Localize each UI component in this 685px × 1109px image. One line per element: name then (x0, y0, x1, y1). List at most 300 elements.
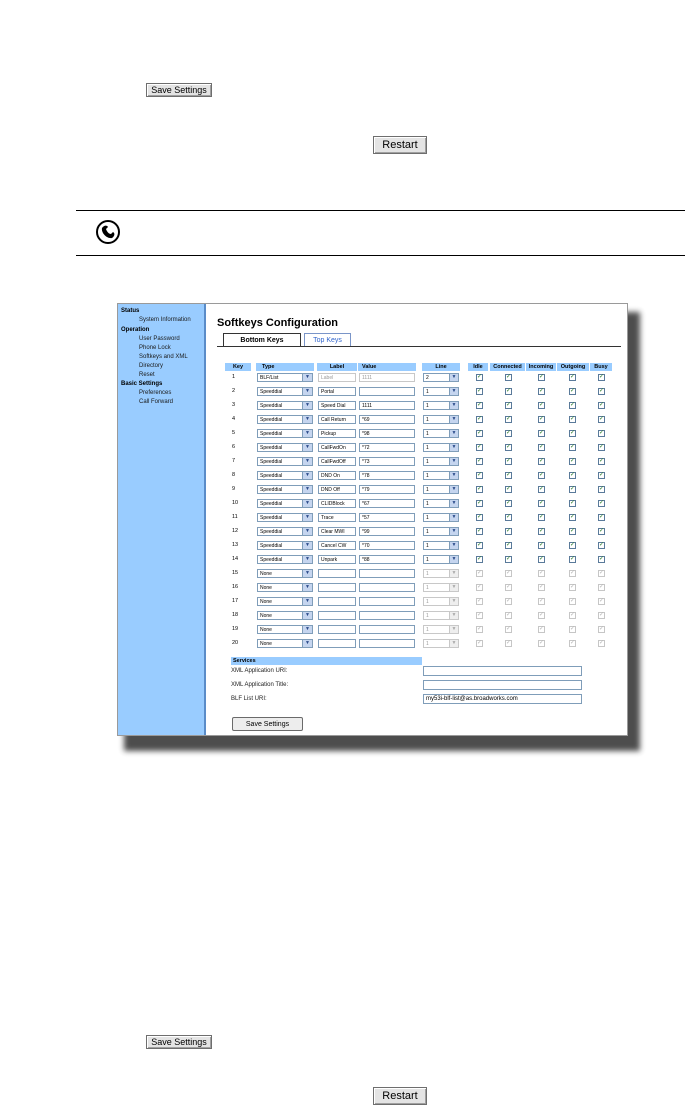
line-select[interactable] (423, 527, 459, 536)
value-input[interactable] (359, 597, 415, 606)
col-header-outgoing: Outgoing (557, 363, 589, 371)
type-select[interactable] (257, 611, 313, 620)
xml-application-uri-input[interactable] (423, 666, 582, 676)
type-select[interactable] (257, 583, 313, 592)
line-select-value: 1 (426, 459, 429, 465)
label-input[interactable] (318, 597, 356, 606)
line-select-value: 1 (426, 613, 429, 619)
chevron-down-icon: ▼ (302, 402, 312, 409)
key-number: 19 (232, 626, 239, 632)
key-number: 7 (232, 458, 236, 464)
label-input[interactable]: DND On (318, 471, 356, 480)
table-row (206, 498, 627, 510)
line-select[interactable] (423, 583, 459, 592)
nav-item-reset[interactable]: Reset (139, 372, 155, 378)
nav-item-system-information[interactable]: System Information (139, 317, 191, 323)
type-select-value: Speeddial (260, 431, 283, 437)
col-header-idle: Idle (468, 363, 488, 371)
label-input[interactable] (318, 583, 356, 592)
value-input[interactable]: 1111 (359, 373, 415, 382)
line-select-value: 1 (426, 543, 429, 549)
outgoing-checkbox[interactable]: ✓ (570, 444, 576, 450)
type-select[interactable] (257, 387, 313, 396)
incoming-checkbox[interactable]: ✓ (539, 584, 545, 590)
outgoing-checkbox[interactable]: ✓ (570, 626, 576, 632)
xml-application-title-label: XML Application Title: (231, 682, 289, 688)
incoming-checkbox[interactable]: ✓ (539, 374, 545, 380)
line-select[interactable] (423, 401, 459, 410)
type-select-value: Speeddial (260, 529, 283, 535)
services-heading: Services (231, 657, 422, 665)
line-select-value: 1 (426, 389, 429, 395)
table-row (206, 470, 627, 482)
nav-item-phone-lock[interactable]: Phone Lock (139, 345, 171, 351)
line-select[interactable] (423, 429, 459, 438)
key-number: 11 (232, 514, 238, 520)
type-select-value: Speeddial (260, 557, 283, 563)
line-select-value: 1 (426, 515, 429, 521)
chevron-down-icon: ▼ (302, 514, 312, 521)
chevron-down-icon: ▼ (449, 584, 458, 591)
incoming-checkbox[interactable]: ✓ (539, 430, 545, 436)
chevron-down-icon: ▼ (449, 556, 458, 563)
chevron-down-icon: ▼ (302, 472, 312, 479)
incoming-checkbox[interactable]: ✓ (539, 388, 545, 394)
tab-bottom-keys[interactable]: Bottom Keys (223, 333, 301, 346)
table-row (206, 512, 627, 524)
outgoing-checkbox[interactable]: ✓ (570, 486, 576, 492)
chevron-down-icon: ▼ (302, 416, 312, 423)
connected-checkbox[interactable]: ✓ (506, 584, 512, 590)
value-input[interactable] (359, 639, 415, 648)
chevron-down-icon: ▼ (302, 388, 312, 395)
type-select[interactable] (257, 639, 313, 648)
connected-checkbox[interactable]: ✓ (506, 430, 512, 436)
key-number: 3 (232, 402, 236, 408)
col-header-value: Value (358, 363, 416, 371)
outgoing-checkbox[interactable]: ✓ (570, 500, 576, 506)
busy-checkbox[interactable]: ✓ (599, 570, 605, 576)
value-input[interactable] (359, 569, 415, 578)
nav-sidebar (118, 304, 206, 735)
busy-checkbox[interactable]: ✓ (599, 598, 605, 604)
idle-checkbox[interactable]: ✓ (477, 402, 483, 408)
busy-checkbox[interactable]: ✓ (599, 500, 605, 506)
table-row (206, 568, 627, 580)
busy-checkbox[interactable]: ✓ (599, 472, 605, 478)
line-select[interactable] (423, 569, 459, 578)
busy-checkbox[interactable]: ✓ (599, 626, 605, 632)
type-select[interactable] (257, 527, 313, 536)
table-row (206, 428, 627, 440)
busy-checkbox[interactable]: ✓ (599, 556, 605, 562)
outgoing-checkbox[interactable]: ✓ (570, 528, 576, 534)
line-select-value: 1 (426, 585, 429, 591)
line-select-value: 1 (426, 445, 429, 451)
connected-checkbox[interactable]: ✓ (506, 374, 512, 380)
incoming-checkbox[interactable]: ✓ (539, 542, 545, 548)
line-select[interactable] (423, 499, 459, 508)
type-select[interactable] (257, 429, 313, 438)
idle-checkbox[interactable]: ✓ (477, 640, 483, 646)
value-input[interactable]: *70 (359, 541, 415, 550)
chevron-down-icon: ▼ (302, 556, 312, 563)
connected-checkbox[interactable]: ✓ (506, 500, 512, 506)
chevron-down-icon: ▼ (449, 626, 458, 633)
idle-checkbox[interactable]: ✓ (477, 514, 483, 520)
type-select[interactable] (257, 415, 313, 424)
type-select-value: None (260, 641, 272, 647)
key-number: 20 (232, 640, 239, 646)
connected-checkbox[interactable]: ✓ (506, 570, 512, 576)
connected-checkbox[interactable]: ✓ (506, 542, 512, 548)
col-header-line: Line (422, 363, 460, 371)
outgoing-checkbox[interactable]: ✓ (570, 598, 576, 604)
connected-checkbox[interactable]: ✓ (506, 388, 512, 394)
softkeys-screenshot (117, 303, 628, 736)
idle-checkbox[interactable]: ✓ (477, 598, 483, 604)
idle-checkbox[interactable]: ✓ (477, 584, 483, 590)
idle-checkbox[interactable]: ✓ (477, 416, 483, 422)
chevron-down-icon: ▼ (449, 472, 458, 479)
note-top-rule (76, 210, 685, 211)
idle-checkbox[interactable]: ✓ (477, 444, 483, 450)
busy-checkbox[interactable]: ✓ (599, 584, 605, 590)
idle-checkbox[interactable]: ✓ (477, 388, 483, 394)
chevron-down-icon: ▼ (449, 430, 458, 437)
label-input[interactable]: DND Off (318, 485, 356, 494)
type-select[interactable] (257, 373, 313, 382)
busy-checkbox[interactable]: ✓ (599, 444, 605, 450)
type-select[interactable] (257, 499, 313, 508)
busy-checkbox[interactable]: ✓ (599, 640, 605, 646)
main-panel (206, 304, 627, 735)
outgoing-checkbox[interactable]: ✓ (570, 570, 576, 576)
incoming-checkbox[interactable]: ✓ (539, 444, 545, 450)
busy-checkbox[interactable]: ✓ (599, 374, 605, 380)
chevron-down-icon: ▼ (449, 528, 458, 535)
xml-application-title-input[interactable] (423, 680, 582, 690)
value-input[interactable] (359, 387, 415, 396)
key-number: 17 (232, 598, 239, 604)
line-select[interactable] (423, 415, 459, 424)
connected-checkbox[interactable]: ✓ (506, 640, 512, 646)
connected-checkbox[interactable]: ✓ (506, 612, 512, 618)
incoming-checkbox[interactable]: ✓ (539, 528, 545, 534)
type-select-value: None (260, 627, 272, 633)
save-settings-button-bottom[interactable]: Save Settings (146, 1035, 212, 1049)
nav-item-preferences[interactable]: Preferences (139, 390, 172, 396)
col-header-incoming: Incoming (526, 363, 556, 371)
label-input[interactable]: Call Return (318, 415, 356, 424)
type-select[interactable] (257, 513, 313, 522)
connected-checkbox[interactable]: ✓ (506, 472, 512, 478)
incoming-checkbox[interactable]: ✓ (539, 458, 545, 464)
busy-checkbox[interactable]: ✓ (599, 514, 605, 520)
label-input[interactable]: Cancel CW (318, 541, 356, 550)
idle-checkbox[interactable]: ✓ (477, 374, 483, 380)
key-number: 10 (232, 500, 239, 506)
type-select-value: None (260, 571, 272, 577)
value-input[interactable] (359, 583, 415, 592)
incoming-checkbox[interactable]: ✓ (539, 416, 545, 422)
connected-checkbox[interactable]: ✓ (506, 402, 512, 408)
table-row (206, 610, 627, 622)
incoming-checkbox[interactable]: ✓ (539, 640, 545, 646)
line-select-value: 1 (426, 599, 429, 605)
save-settings-button-top[interactable]: Save Settings (146, 83, 212, 97)
table-row (206, 484, 627, 496)
value-input[interactable]: *57 (359, 513, 415, 522)
busy-checkbox[interactable]: ✓ (599, 416, 605, 422)
table-row (206, 540, 627, 552)
line-select-value: 1 (426, 529, 429, 535)
busy-checkbox[interactable]: ✓ (599, 458, 605, 464)
nav-item-softkeys-and-xml[interactable]: Softkeys and XML (139, 354, 188, 360)
outgoing-checkbox[interactable]: ✓ (570, 374, 576, 380)
line-select[interactable] (423, 611, 459, 620)
busy-checkbox[interactable]: ✓ (599, 388, 605, 394)
idle-checkbox[interactable]: ✓ (477, 486, 483, 492)
restart-button-bottom[interactable]: Restart (373, 1087, 427, 1105)
type-select-value: Speeddial (260, 403, 283, 409)
incoming-checkbox[interactable]: ✓ (539, 612, 545, 618)
incoming-checkbox[interactable]: ✓ (539, 472, 545, 478)
note-bottom-rule (76, 255, 685, 256)
label-input[interactable]: CallFwdOff (318, 457, 356, 466)
idle-checkbox[interactable]: ✓ (477, 626, 483, 632)
label-input[interactable]: Clear MWI (318, 527, 356, 536)
value-input[interactable]: *99 (359, 527, 415, 536)
label-input[interactable]: CallFwdOn (318, 443, 356, 452)
chevron-down-icon: ▼ (449, 640, 458, 647)
chevron-down-icon: ▼ (302, 598, 312, 605)
connected-checkbox[interactable]: ✓ (506, 514, 512, 520)
line-select[interactable] (423, 625, 459, 634)
line-select[interactable] (423, 639, 459, 648)
label-input[interactable] (318, 639, 356, 648)
type-select-value: None (260, 585, 272, 591)
value-input[interactable]: *98 (359, 429, 415, 438)
outgoing-checkbox[interactable]: ✓ (570, 402, 576, 408)
chevron-down-icon: ▼ (449, 486, 458, 493)
line-select[interactable] (423, 597, 459, 606)
xml-application-uri-label: XML Application URI: (231, 668, 288, 674)
chevron-down-icon: ▼ (302, 458, 312, 465)
type-select[interactable] (257, 555, 313, 564)
idle-checkbox[interactable]: ✓ (477, 500, 483, 506)
type-select[interactable] (257, 569, 313, 578)
connected-checkbox[interactable]: ✓ (506, 556, 512, 562)
save-settings-button-inner[interactable]: Save Settings (232, 717, 303, 731)
page-title: Softkeys Configuration (217, 317, 339, 329)
col-header-key: Key (225, 363, 251, 371)
line-select[interactable] (423, 513, 459, 522)
type-select[interactable] (257, 457, 313, 466)
type-select-value: Speeddial (260, 473, 283, 479)
phone-globe-icon (96, 220, 120, 244)
label-input[interactable] (318, 569, 356, 578)
chevron-down-icon: ▼ (449, 542, 458, 549)
label-input[interactable]: Label (318, 373, 356, 382)
line-select[interactable] (423, 373, 459, 382)
restart-button-top[interactable]: Restart (373, 136, 427, 154)
busy-checkbox[interactable]: ✓ (599, 542, 605, 548)
line-select[interactable] (423, 387, 459, 396)
type-select-value: Speeddial (260, 501, 283, 507)
type-select-value: None (260, 613, 272, 619)
connected-checkbox[interactable]: ✓ (506, 416, 512, 422)
label-input[interactable] (318, 611, 356, 620)
value-input[interactable]: *67 (359, 499, 415, 508)
table-row (206, 554, 627, 566)
incoming-checkbox[interactable]: ✓ (539, 514, 545, 520)
busy-checkbox[interactable]: ✓ (599, 486, 605, 492)
type-select-value: Speeddial (260, 389, 283, 395)
label-input[interactable]: Portal (318, 387, 356, 396)
col-header-busy: Busy (590, 363, 612, 371)
outgoing-checkbox[interactable]: ✓ (570, 388, 576, 394)
connected-checkbox[interactable]: ✓ (506, 458, 512, 464)
chevron-down-icon: ▼ (302, 612, 312, 619)
type-select[interactable] (257, 625, 313, 634)
chevron-down-icon: ▼ (449, 416, 458, 423)
value-input[interactable]: 1111 (359, 401, 415, 410)
incoming-checkbox[interactable]: ✓ (539, 402, 545, 408)
outgoing-checkbox[interactable]: ✓ (570, 458, 576, 464)
line-select-value: 1 (426, 501, 429, 507)
idle-checkbox[interactable]: ✓ (477, 556, 483, 562)
type-select[interactable] (257, 485, 313, 494)
outgoing-checkbox[interactable]: ✓ (570, 556, 576, 562)
nav-item-user-password[interactable]: User Password (139, 336, 180, 342)
outgoing-checkbox[interactable]: ✓ (570, 416, 576, 422)
busy-checkbox[interactable]: ✓ (599, 402, 605, 408)
line-select[interactable] (423, 443, 459, 452)
key-number: 14 (232, 556, 239, 562)
idle-checkbox[interactable]: ✓ (477, 472, 483, 478)
connected-checkbox[interactable]: ✓ (506, 528, 512, 534)
key-number: 12 (232, 528, 239, 534)
connected-checkbox[interactable]: ✓ (506, 626, 512, 632)
busy-checkbox[interactable]: ✓ (599, 528, 605, 534)
type-select-value: BLF/List (260, 375, 279, 381)
chevron-down-icon: ▼ (449, 500, 458, 507)
label-input[interactable]: Pickup (318, 429, 356, 438)
value-input[interactable]: *69 (359, 415, 415, 424)
incoming-checkbox[interactable]: ✓ (539, 626, 545, 632)
outgoing-checkbox[interactable]: ✓ (570, 584, 576, 590)
value-input[interactable]: *88 (359, 555, 415, 564)
label-input[interactable] (318, 625, 356, 634)
chevron-down-icon: ▼ (449, 444, 458, 451)
connected-checkbox[interactable]: ✓ (506, 444, 512, 450)
line-select[interactable] (423, 555, 459, 564)
label-input[interactable]: Trace (318, 513, 356, 522)
key-number: 5 (232, 430, 236, 436)
type-select[interactable] (257, 443, 313, 452)
outgoing-checkbox[interactable]: ✓ (570, 430, 576, 436)
connected-checkbox[interactable]: ✓ (506, 486, 512, 492)
idle-checkbox[interactable]: ✓ (477, 570, 483, 576)
idle-checkbox[interactable]: ✓ (477, 458, 483, 464)
incoming-checkbox[interactable]: ✓ (539, 500, 545, 506)
label-input[interactable]: CLIDBlock (318, 499, 356, 508)
type-select[interactable] (257, 401, 313, 410)
incoming-checkbox[interactable]: ✓ (539, 556, 545, 562)
table-row (206, 596, 627, 608)
busy-checkbox[interactable]: ✓ (599, 430, 605, 436)
tab-top-keys[interactable]: Top Keys (304, 333, 351, 346)
type-select-value: None (260, 599, 272, 605)
chevron-down-icon: ▼ (449, 598, 458, 605)
outgoing-checkbox[interactable]: ✓ (570, 640, 576, 646)
value-input[interactable] (359, 611, 415, 620)
outgoing-checkbox[interactable]: ✓ (570, 472, 576, 478)
line-select[interactable] (423, 541, 459, 550)
table-row (206, 442, 627, 454)
type-select-value: Speeddial (260, 417, 283, 423)
chevron-down-icon: ▼ (449, 514, 458, 521)
chevron-down-icon: ▼ (302, 584, 312, 591)
chevron-down-icon: ▼ (302, 444, 312, 451)
incoming-checkbox[interactable]: ✓ (539, 486, 545, 492)
value-input[interactable]: *79 (359, 485, 415, 494)
outgoing-checkbox[interactable]: ✓ (570, 612, 576, 618)
idle-checkbox[interactable]: ✓ (477, 612, 483, 618)
nav-item-directory[interactable]: Directory (139, 363, 164, 369)
label-input[interactable]: Speed Dial (318, 401, 356, 410)
line-select-value: 1 (426, 557, 429, 563)
value-input[interactable] (359, 625, 415, 634)
col-header-connected: Connected (490, 363, 525, 371)
chevron-down-icon: ▼ (302, 570, 312, 577)
line-select[interactable] (423, 471, 459, 480)
idle-checkbox[interactable]: ✓ (477, 430, 483, 436)
line-select[interactable] (423, 485, 459, 494)
key-number: 13 (232, 542, 239, 548)
outgoing-checkbox[interactable]: ✓ (570, 542, 576, 548)
type-select[interactable] (257, 597, 313, 606)
busy-checkbox[interactable]: ✓ (599, 612, 605, 618)
connected-checkbox[interactable]: ✓ (506, 598, 512, 604)
idle-checkbox[interactable]: ✓ (477, 542, 483, 548)
chevron-down-icon: ▼ (302, 374, 312, 381)
col-header-type: Type (256, 363, 314, 371)
chevron-down-icon: ▼ (449, 388, 458, 395)
chevron-down-icon: ▼ (449, 570, 458, 577)
nav-item-call-forward[interactable]: Call Forward (139, 399, 174, 405)
type-select[interactable] (257, 471, 313, 480)
outgoing-checkbox[interactable]: ✓ (570, 514, 576, 520)
line-select-value: 1 (426, 487, 429, 493)
blf-list-uri-input[interactable]: my53i-blf-list@as.broadworks.com (423, 694, 582, 704)
type-select[interactable] (257, 541, 313, 550)
idle-checkbox[interactable]: ✓ (477, 528, 483, 534)
chevron-down-icon: ▼ (449, 458, 458, 465)
nav-heading-status: Status (121, 308, 140, 314)
label-input[interactable]: Unpark (318, 555, 356, 564)
incoming-checkbox[interactable]: ✓ (539, 570, 545, 576)
incoming-checkbox[interactable]: ✓ (539, 598, 545, 604)
table-row (206, 624, 627, 636)
value-input[interactable]: *73 (359, 457, 415, 466)
value-input[interactable]: *72 (359, 443, 415, 452)
key-number: 2 (232, 388, 236, 394)
value-input[interactable]: *78 (359, 471, 415, 480)
key-number: 9 (232, 486, 236, 492)
line-select[interactable] (423, 457, 459, 466)
